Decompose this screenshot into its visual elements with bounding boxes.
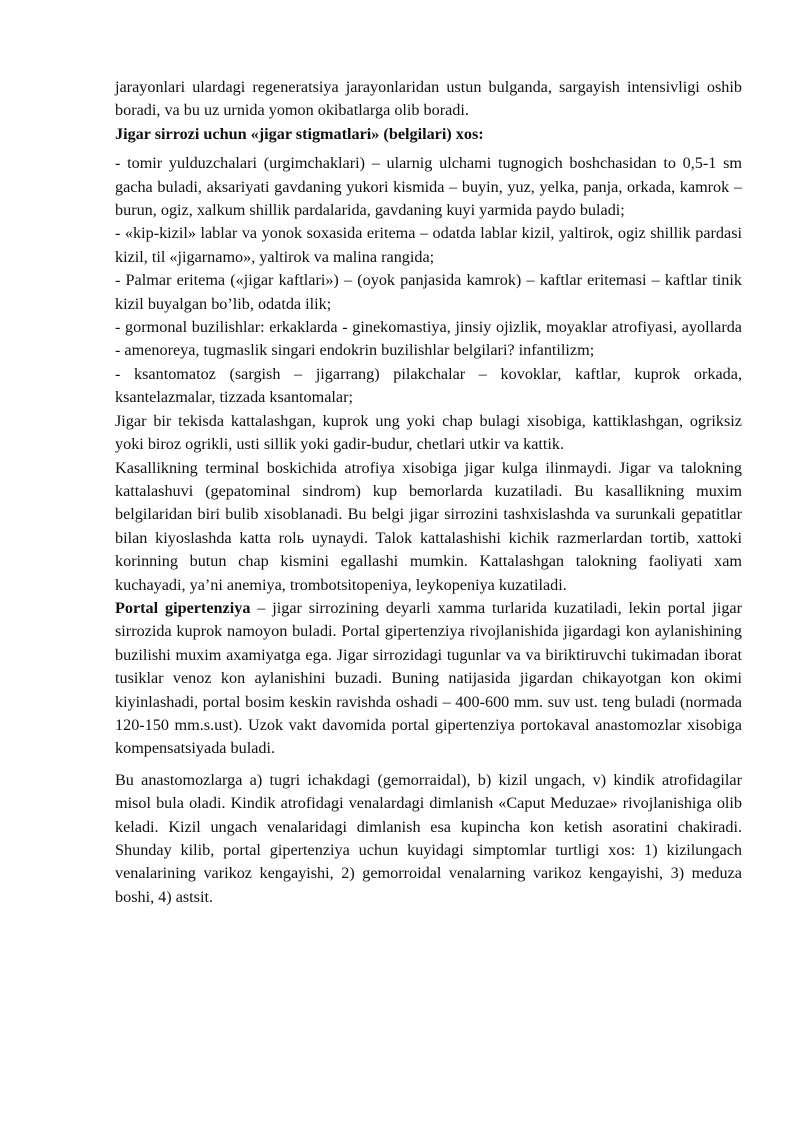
stigmata-heading: Jigar sirrozi uchun «jigar stigmatlari» (belgilari) xos: xyxy=(115,124,484,143)
intro-paragraph: jarayonlari ulardagi regeneratsiya jarayonlaridan ustun bulganda, sargayish intensivligi oshib boradi, va bu uz urnida yomon okibatlarga olib boradi. xyxy=(115,78,742,120)
stigmata-item-xanthomatosis: - ksantomatoz (sargish – jigarrang) pilakchalar – kovoklar, kaftlar, kuprok orkada, ksantelazmalar, tizzada ksantomalar; xyxy=(115,364,742,407)
portal-hypertension-term: Portal gipertenziya xyxy=(115,598,251,617)
liver-paragraph: Jigar bir tekisda kattalashgan, kuprok ung yoki chap bulagi xisobiga, kattiklashgan, ogriksiz yoki biroz ogrikli, usti sillik yoki gadir-budur, chetlari utkir va kattik. xyxy=(115,411,742,454)
stigmata-item-hormonal: - gormonal buzilishlar: erkaklarda - ginekomastiya, jinsiy ojizlik, moyaklar atrofiyasi, ayollarda - amenoreya, tugmaslik singari endokrin buzilishlar belgilari? infantilizm; xyxy=(115,318,742,360)
stigmata-item-spider-veins: - tomir yulduzchalari (urgimchaklari) – ularnig ulchami tugnogich boshchasidan to 0,5-1 sm gacha buladi, aksariyati gavdaning yukori kismida – buyin, yuz, yelka, panja, orkada, kamrok – burun, ogiz, xalkum shillik pardalarida, gavdaning kuyi yarmida paydo buladi; xyxy=(115,154,742,220)
stigmata-item-palmar-erythema: - Palmar eritema («jigar kaftlari») – (oyok panjasida kamrok) – kaftlar eritemasi – kaftlar tinik kizil buyalgan bo’lib, odatda ilik; xyxy=(115,271,742,313)
document-page xyxy=(115,76,742,909)
portal-hypertension-paragraph xyxy=(115,597,742,761)
portal-hypertension-text: – jigar sirrozining deyarli xamma turlarida kuzatiladi, lekin portal jigar sirrozida kuprok namoyon buladi. Portal gipertenziya rivojlanishida jigardagi kon aylanishining buzilishi muxim axamiyatga ega. Jigar sirrozidagi tugunlar va va biriktiruvchi tukimadan iborat tusiklar venoz kon aylanishini buzadi. Buning natijasida jigardan chikayotgan kon okimi kiyinlashadi, portal bosim keskin ravishda oshadi – 400-600 mm. suv ust. teng buladi (normada 120-150 mm.s.ust). Uzok vakt davomida portal gipertenziya portokaval anastomozlar xisobiga kompensatsiyada buladi. xyxy=(115,598,742,758)
stigmata-item-red-lips: - «kip-kizil» lablar va yonok soxasida eritema – odatda lablar kizil, yaltirok, ogiz shillik pardasi kizil, til «jigarnamo», yaltirok va malina rangida; xyxy=(115,224,742,266)
anastomoses-paragraph: Bu anastomozlarga a) tugri ichakdagi (gemorraidal), b) kizil ungach, v) kindik atrofidagilar misol bula oladi. Kindik atrofidagi venalardagi dimlanish «Caput Meduzae» rivojlanishiga olib keladi. Kizil ungach venalaridagi dimlanish esa kupincha kon ketish asoratini chakiradi. Shunday kilib, portal gipertenziya uchun kuyidagi simptomlar turtligi xos: 1) kizilungach venalarining varikoz kengayishi, 2) gemorroidal venalarning varikoz kengayishi, 3) meduza boshi, 4) astsit. xyxy=(115,770,742,906)
terminal-stage-paragraph: Kasallikning terminal boskichida atrofiya xisobiga jigar kulga ilinmaydi. Jigar va talokning kattalashuvi (gepatominal sindrom) kup bemorlarda kuzatiladi. Bu kasallikning muxim belgilaridan biri bulib xisoblanadi. Bu belgi jigar sirrozini tashxislashda va surunkali gepatitlar bilan kiyoslashda katta rolь uynaydi. Talok kattalashishi kichik razmerlardan tortib, xattoki korinning butun chap kismini egallashi mumkin. Kattalashgan talokning faoliyati xam kuchayadi, ya’ni anemiya, trombotsitopeniya, leykopeniya kuzatiladi. xyxy=(115,458,742,594)
